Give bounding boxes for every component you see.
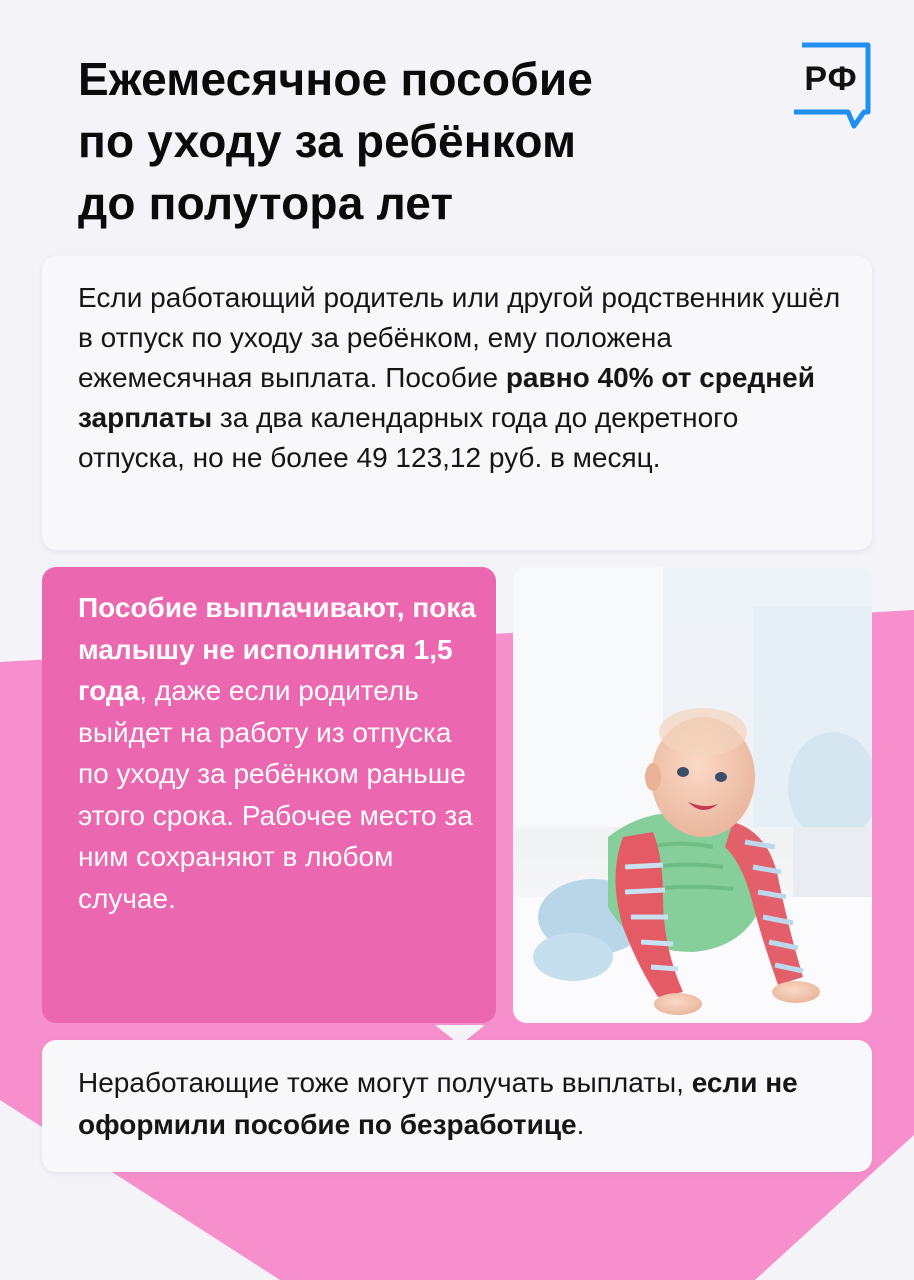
crawling-baby-photo: [513, 567, 872, 1023]
baby-illustration: [513, 567, 872, 1023]
intro-card: [42, 256, 872, 550]
logo-text: РФ: [804, 60, 858, 98]
payment-duration-highlight: Пособие выплачивают, пока малышу не исполнится 1,5 года: [78, 592, 476, 706]
title-line-1: Ежемесячное пособие: [78, 53, 594, 105]
payment-duration-text: [78, 587, 486, 919]
payment-duration-rest: , даже если родитель выйдет на работу из отпуска по уходу за ребёнком раньше этого срока. Рабочее место за ним сохраняют в любом случае.: [78, 675, 473, 914]
unemployed-highlight: если не оформили пособие по безработице: [78, 1067, 798, 1140]
unemployed-text-part-2: .: [576, 1109, 585, 1140]
unemployed-text: [78, 1062, 852, 1146]
unemployed-card: [42, 1040, 872, 1172]
payment-duration-card: [42, 567, 496, 1023]
unemployed-text-part-1: Неработающие тоже могут получать выплаты,: [78, 1067, 692, 1098]
intro-highlight: равно 40% от средней зарплаты: [78, 362, 815, 433]
rf-logo: [790, 42, 874, 130]
intro-text-part-2: за два календарных года до декретного отпуска, но не более 49 123,12 руб. в месяц.: [78, 402, 739, 473]
title-line-3: до полутора лет: [78, 177, 454, 229]
page-title: [78, 48, 718, 234]
intro-text: [78, 278, 852, 478]
title-line-2: по уходу за ребёнком: [78, 115, 577, 167]
intro-text-part-1: Если работающий родитель или другой родственник ушёл в отпуск по уходу за ребёнком, ему положена ежемесячная выплата. Пособие: [78, 282, 841, 393]
